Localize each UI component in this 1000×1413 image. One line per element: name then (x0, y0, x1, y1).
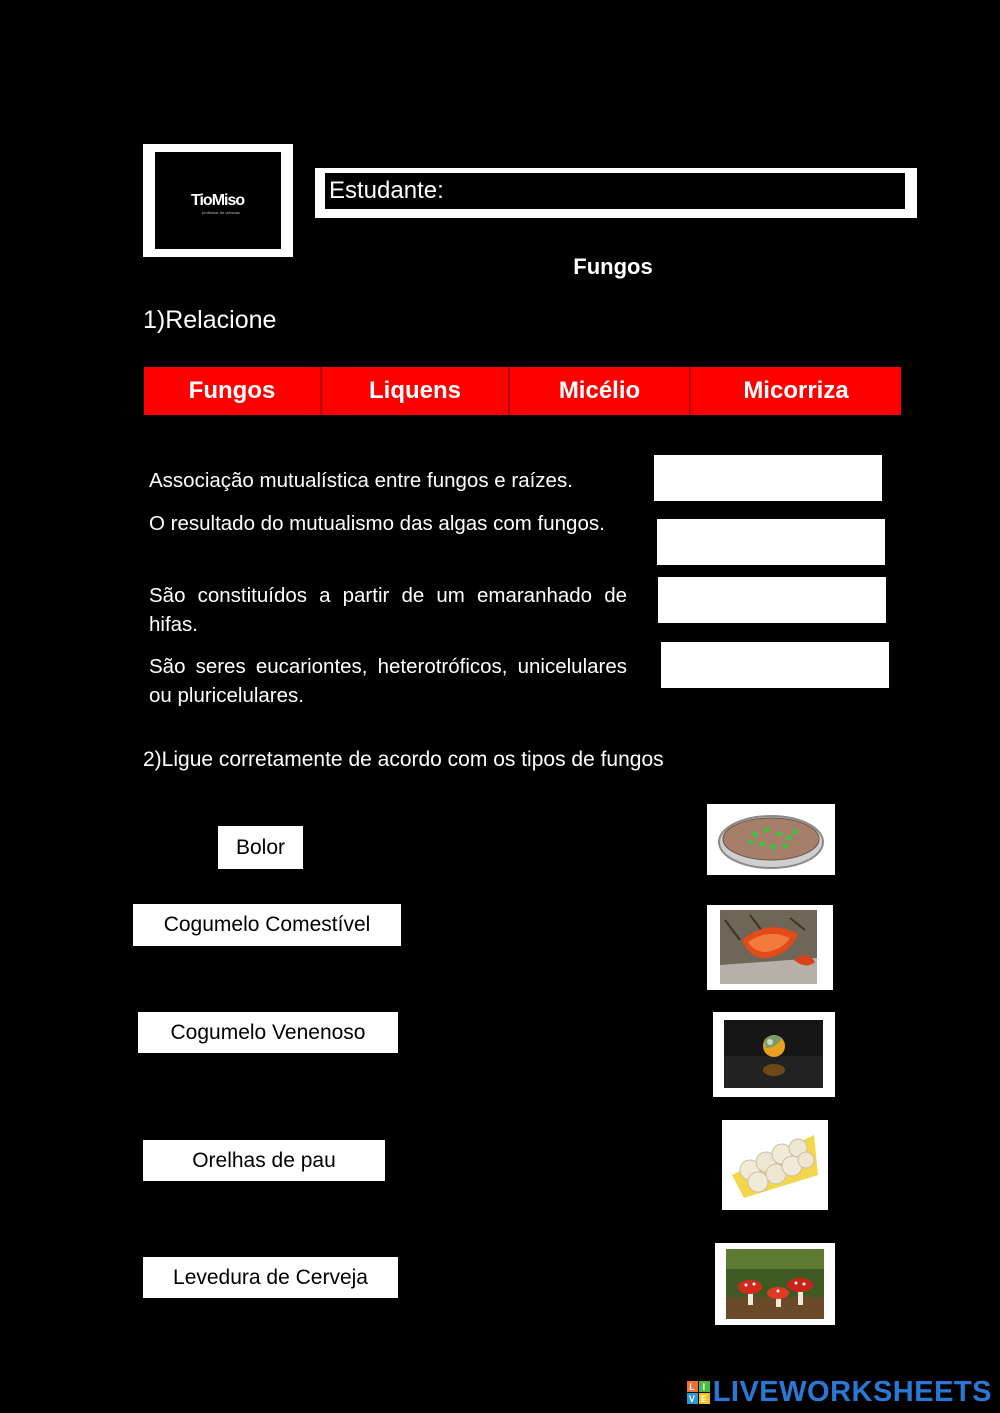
liveworksheets-brand (687, 1376, 992, 1409)
logo-subtext: professor de ciências (202, 210, 240, 215)
word-bank (144, 367, 901, 415)
moldy-orange-image[interactable] (713, 1012, 835, 1097)
petri-dish-image[interactable] (707, 804, 835, 875)
match-label-levedura-de-cerveja[interactable]: Levedura de Cerveja (143, 1257, 398, 1298)
answer-input-4[interactable] (661, 642, 889, 688)
page-title: Fungos (573, 254, 653, 279)
liveworksheets-logo-icon (687, 1381, 710, 1404)
red-toadstool-image[interactable] (715, 1243, 835, 1325)
logo-letter: L (687, 1381, 698, 1392)
student-name-field[interactable] (315, 168, 917, 218)
mushroom-tray-image[interactable] (722, 1120, 828, 1210)
logo-letter: E (699, 1393, 710, 1404)
word-bank-item: Micorriza (691, 367, 901, 415)
word-bank-item: Fungos (144, 367, 322, 415)
logo (143, 144, 293, 257)
logo-letter: I (699, 1381, 710, 1392)
definition-2: O resultado do mutualismo das algas com fungos. (149, 512, 605, 535)
definition-1: Associação mutualística entre fungos e raízes. (149, 469, 573, 492)
word-bank-item: Micélio (510, 367, 691, 415)
student-label: Estudante: (329, 177, 444, 204)
logo-text: TioMiso (191, 192, 245, 209)
logo-letter: V (687, 1393, 698, 1404)
question-1-prompt: 1)Relacione (143, 306, 277, 334)
answer-input-1[interactable] (654, 455, 882, 501)
definition-3: São constituídos a partir de um emaranhado de hifas. (149, 584, 627, 636)
match-label-cogumelo-venenoso[interactable]: Cogumelo Venenoso (138, 1012, 398, 1053)
word-bank-item: Liquens (322, 367, 510, 415)
question-2-prompt: 2)Ligue corretamente de acordo com os tipos de fungos (143, 748, 664, 771)
bracket-fungus-image[interactable] (707, 905, 833, 990)
match-label-cogumelo-comestivel[interactable]: Cogumelo Comestível (133, 904, 401, 946)
answer-input-3[interactable] (658, 577, 886, 623)
match-label-orelhas-de-pau[interactable]: Orelhas de pau (143, 1140, 385, 1181)
match-label-bolor[interactable]: Bolor (218, 826, 303, 869)
definition-4: São seres eucariontes, heterotróficos, unicelulares ou pluricelulares. (149, 655, 627, 707)
answer-input-2[interactable] (657, 519, 885, 565)
brand-text: LIVEWORKSHEETS (712, 1376, 992, 1408)
